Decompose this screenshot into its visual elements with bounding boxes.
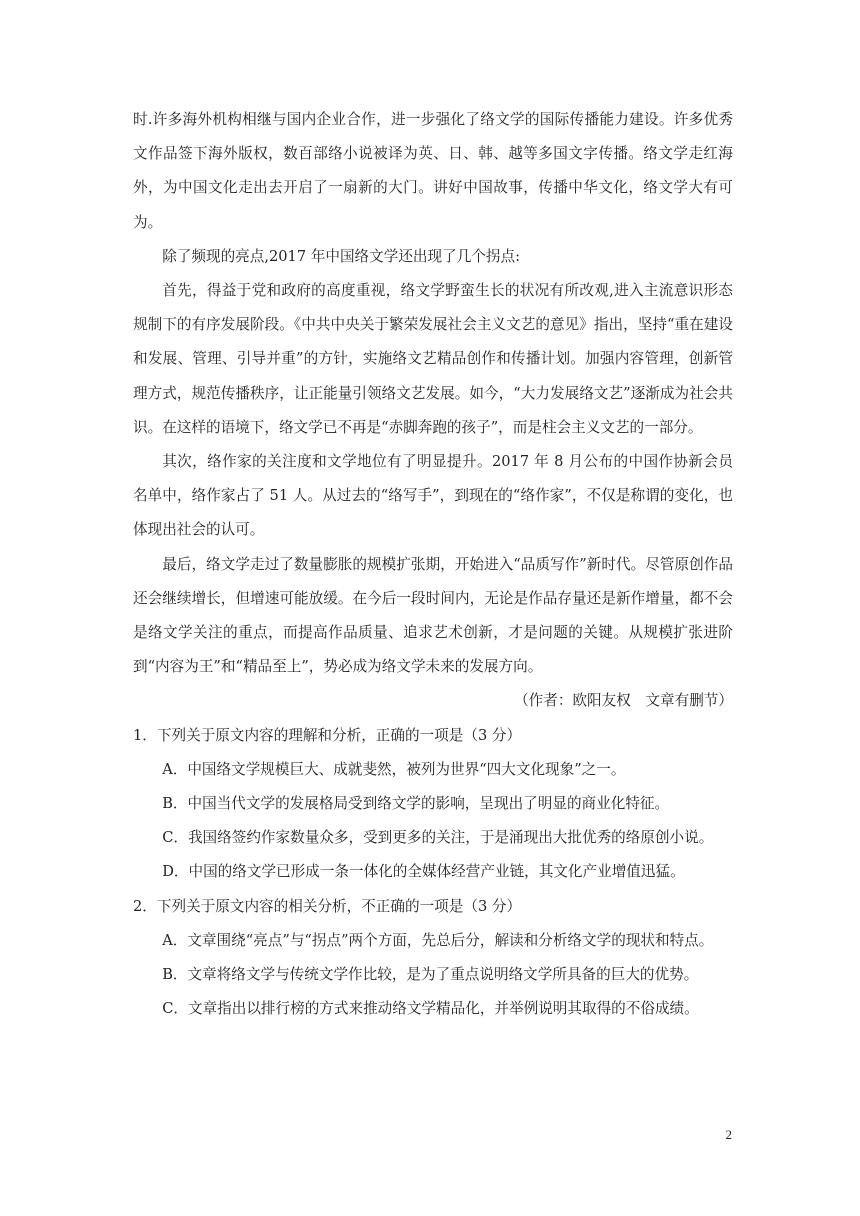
question-1-option-c: C．我国络签约作家数量众多，受到更多的关注，于是涌现出大批优秀的络原创小说。 [162, 829, 714, 847]
question-1-stem: 1．下列关于原文内容的理解和分析，正确的一项是（3 分） [133, 726, 522, 744]
document-body [133, 103, 733, 1026]
question-1-option-d: D．中国的络文学已形成一条一体化的全媒体经营产业链，其文化产业增值迅猛。 [162, 863, 685, 881]
question-2-option-a: A．文章围绕“亮点”与“拐点”两个方面，先总后分，解读和分析络文学的现状和特点。 [162, 931, 714, 949]
body-paragraph-2: 除了频现的亮点,2017 年中国络文学还出现了几个拐点: [162, 247, 520, 265]
question-2-option-b: B．文章将络文学与传统文学作比较，是为了重点说明络文学所具备的巨大的优势。 [162, 966, 699, 984]
author-attribution: （作者：欧阳友权 文章有删节） [514, 692, 733, 710]
body-paragraph-3: 首先，得益于党和政府的高度重视，络文学野蛮生长的状况有所改观,进入主流意识形态规制下的有序发展阶段。《中共中央关于繁荣发展社会主义文艺的意见》指出，坚持“重在建设和发展、管理、引导并重”的方针，实施络文艺精品创作和传播计划。加强内容管理，创新管理方式，规范传播秩序，让正能量引领络文艺发展。如今，“大力发展络文艺”逐渐成为社会共识。在这样的语境下，络文学已不再是“赤脚奔跑的孩子”，而是柱会主义文艺的一部分。 [133, 282, 733, 436]
question-1-option-b: B．中国当代文学的发展格局受到络文学的影响，呈现出了明显的商业化特征。 [162, 795, 670, 813]
body-paragraph-5: 最后，络文学走过了数量膨胀的规模扩张期，开始进入“品质写作”新时代。尽管原创作品还会继续增长，但增速可能放缓。在今后一段时间内，无论是作品存量还是新作增量，都不会是络文学关注的重点，而提高作品质量、追求艺术创新，才是问题的关键。从规模扩张进阶到“内容为王”和“精品至上”，势必成为络文学未来的发展方向。 [133, 555, 733, 676]
body-paragraph-1: 时.许多海外机构相继与国内企业合作，进一步强化了络文学的国际传播能力建设。许多优秀文作品签下海外版权，数百部络小说被译为英、日、韩、越等多国文字传播。络文学走红海外，为中国文化走出去开启了一扇新的大门。讲好中国故事，传播中华文化，络文学大有可为。 [133, 111, 733, 231]
page-number: 2 [725, 1127, 732, 1142]
question-2-option-c: C．文章指出以排行榜的方式来推动络文学精品化，并举例说明其取得的不俗成绩。 [162, 1000, 699, 1018]
question-1-option-a: A．中国络文学规模巨大、成就斐然，被列为世界“四大文化现象”之一。 [162, 760, 626, 778]
body-paragraph-4: 其次，络作家的关注度和文学地位有了明显提升。2017 年 8 月公布的中国作协新会员名单中，络作家占了 51 人。从过去的“络写手”，到现在的“络作家”，不仅是称谓的变化，也体现出社会的认可。 [133, 453, 733, 539]
question-2-stem: 2．下列关于原文内容的相关分析，不正确的一项是（3 分） [133, 897, 522, 915]
